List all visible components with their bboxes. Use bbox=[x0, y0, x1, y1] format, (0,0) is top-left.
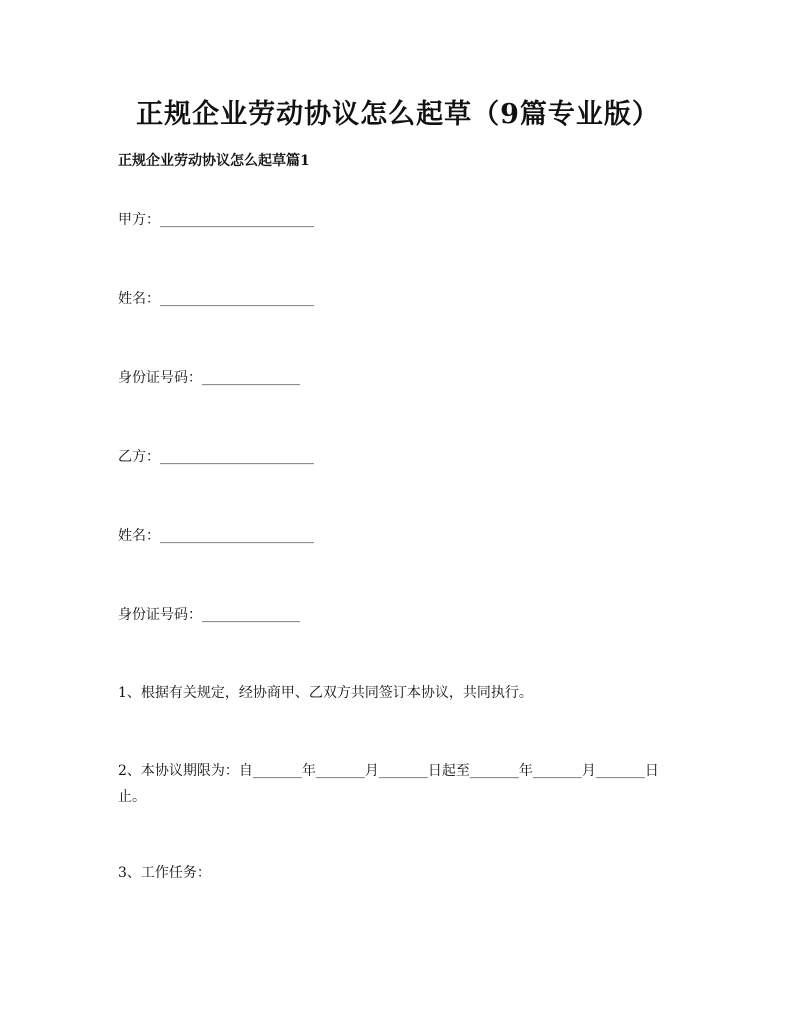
clause-1: 1、根据有关规定，经协商甲、乙双方共同签订本协议，共同执行。 bbox=[118, 685, 533, 701]
clause-3: 3、工作任务： bbox=[118, 865, 211, 881]
party-b-field: 乙方：______________________ bbox=[118, 449, 314, 465]
party-a-name-field: 姓名：______________________ bbox=[118, 291, 314, 307]
party-b-name-field: 姓名：______________________ bbox=[118, 528, 314, 544]
party-a-id-field: 身份证号码：______________ bbox=[118, 370, 300, 386]
party-a-field: 甲方：______________________ bbox=[118, 212, 314, 228]
clause-2: 2、本协议期限为：自_______年_______月_______日起至_______年_______月_______日止。 bbox=[118, 763, 659, 805]
document-title: 正规企业劳动协议怎么起草（9篇专业版） bbox=[136, 99, 660, 130]
section-heading: 正规企业劳动协议怎么起草篇1 bbox=[118, 153, 310, 169]
party-b-id-field: 身份证号码：______________ bbox=[118, 607, 300, 623]
